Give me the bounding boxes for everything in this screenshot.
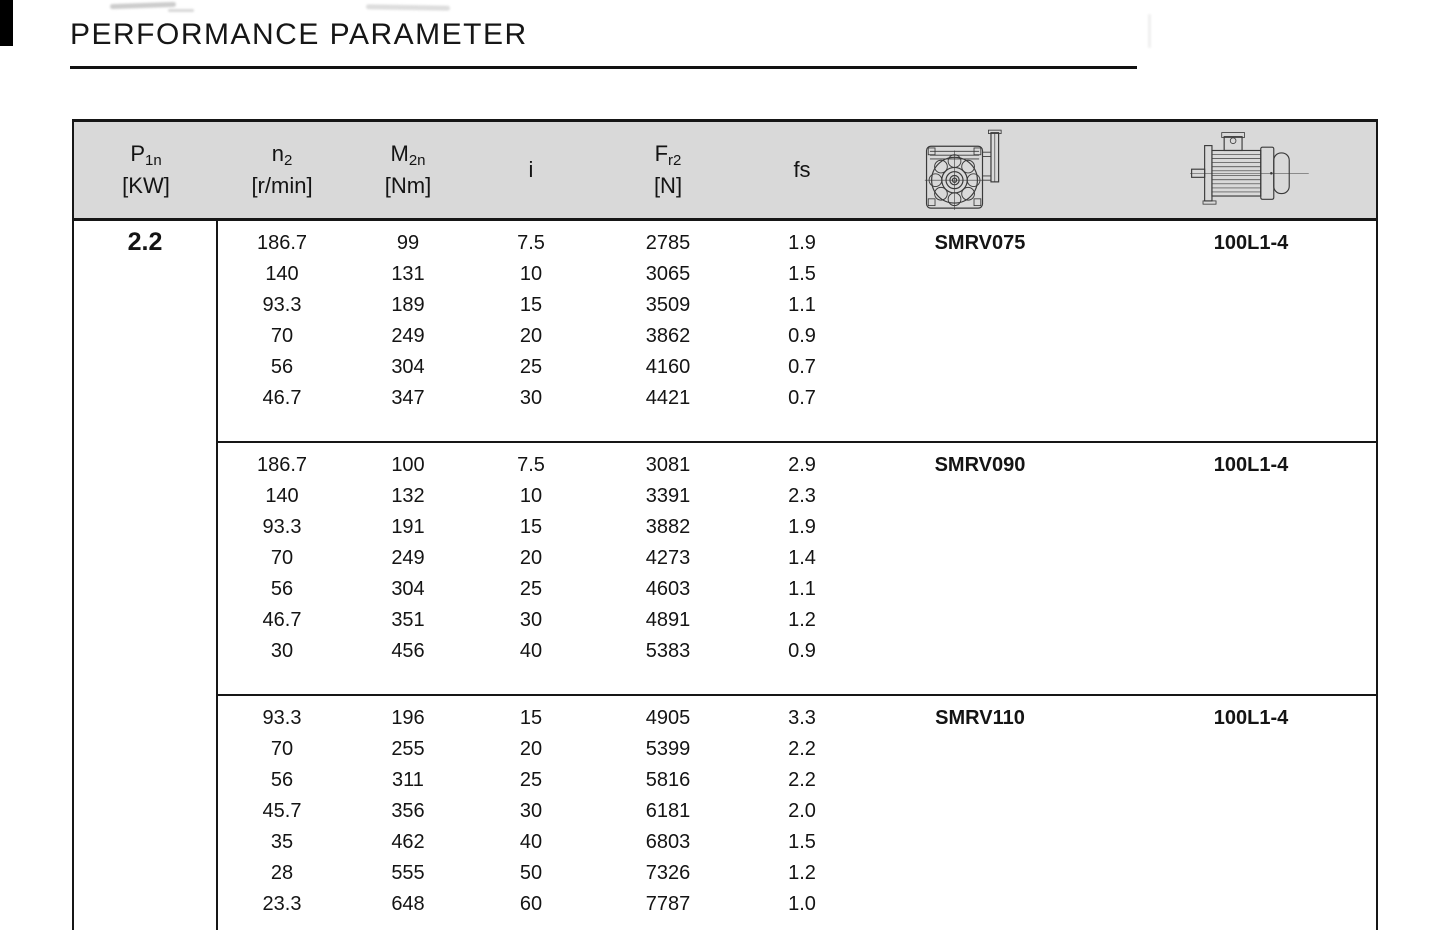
scan-corner-artifact (0, 0, 13, 46)
cell-fr2: 4891 (645, 609, 691, 631)
cell-m2n: 462 (391, 831, 425, 853)
table-body (74, 221, 1376, 930)
cell-n2: 70 (270, 738, 294, 760)
table-row (218, 796, 1376, 827)
cell-i: 10 (519, 263, 543, 285)
cell-m2n: 555 (391, 862, 425, 884)
cell-i: 15 (519, 707, 543, 729)
cell-m2n: 196 (391, 707, 425, 729)
cell-i: 20 (519, 325, 543, 347)
cell-n2: 70 (270, 547, 294, 569)
cell-i: 40 (519, 640, 543, 662)
gearbox-model-label (860, 352, 1100, 383)
table-row (218, 543, 1376, 574)
table-row (218, 574, 1376, 605)
motor-model-label (1113, 383, 1389, 414)
gearbox-model-label (860, 512, 1100, 543)
gearbox-model-label (860, 636, 1100, 667)
header-i: i (528, 157, 534, 182)
cell-fr2: 4273 (645, 547, 691, 569)
cell-m2n: 99 (396, 232, 420, 254)
gearbox-model-label (860, 605, 1100, 636)
cell-i: 10 (519, 485, 543, 507)
cell-fr2: 3065 (645, 263, 691, 285)
cell-i: 15 (519, 294, 543, 316)
cell-fs: 1.2 (788, 862, 816, 884)
cell-m2n: 311 (392, 769, 424, 791)
cell-fs: 2.9 (788, 454, 816, 476)
header-fs: fs (793, 157, 811, 182)
table-row (218, 259, 1376, 290)
table-row (218, 827, 1376, 858)
motor-model-label (1113, 734, 1389, 765)
cell-n2: 93.3 (262, 707, 302, 729)
cell-i: 25 (519, 769, 543, 791)
cell-fs: 0.7 (788, 387, 816, 409)
cell-i: 20 (519, 738, 543, 760)
table-row (218, 450, 1376, 481)
cell-n2: 30 (270, 640, 294, 662)
motor-model-label (1113, 858, 1389, 889)
cell-m2n: 304 (391, 356, 425, 378)
cell-fs: 1.2 (788, 609, 816, 631)
performance-table (72, 119, 1378, 930)
table-row (218, 765, 1376, 796)
cell-m2n: 648 (391, 893, 425, 915)
motor-model-label (1113, 543, 1389, 574)
cell-fr2: 7787 (645, 893, 691, 915)
motor-model-label (1113, 290, 1389, 321)
cell-fr2: 7326 (645, 862, 691, 884)
motor-model-label (1113, 827, 1389, 858)
cell-fr2: 6181 (645, 800, 691, 822)
cell-n2: 46.7 (262, 609, 302, 631)
cell-fr2: 4905 (645, 707, 691, 729)
motor-model-label (1113, 765, 1389, 796)
table-row (218, 636, 1376, 667)
cell-fr2: 6803 (645, 831, 691, 853)
cell-i: 25 (519, 356, 543, 378)
cell-fr2: 5399 (645, 738, 691, 760)
cell-fs: 0.9 (788, 640, 816, 662)
cell-i: 15 (519, 516, 543, 538)
cell-i: 7.5 (517, 232, 545, 254)
cell-i: 25 (519, 578, 543, 600)
cell-m2n: 249 (391, 547, 425, 569)
cell-fr2: 5383 (645, 640, 691, 662)
table-row (218, 889, 1376, 920)
cell-n2: 70 (270, 325, 294, 347)
gearbox-model-label (860, 543, 1100, 574)
motor-model-label (1113, 796, 1389, 827)
cell-fr2: 3882 (645, 516, 691, 538)
cell-n2: 56 (270, 769, 294, 791)
table-row (218, 734, 1376, 765)
cell-fr2: 4603 (645, 578, 691, 600)
cell-m2n: 351 (391, 609, 425, 631)
cell-m2n: 131 (391, 263, 425, 285)
cell-fr2: 4421 (645, 387, 691, 409)
cell-m2n: 249 (391, 325, 425, 347)
cell-i: 60 (519, 893, 543, 915)
cell-fr2: 2785 (645, 232, 691, 254)
gearbox-model-label (860, 734, 1100, 765)
cell-i: 30 (519, 800, 543, 822)
header-fr2: $F_{r2}$ [N] (653, 141, 683, 198)
cell-m2n: 132 (391, 485, 425, 507)
gearbox-model-label (860, 574, 1100, 605)
cell-n2: 140 (265, 263, 299, 285)
cell-i: 30 (519, 609, 543, 631)
cell-i: 40 (519, 831, 543, 853)
gearbox-model-label (860, 383, 1100, 414)
cell-fs: 2.3 (788, 485, 816, 507)
table-row (218, 703, 1376, 734)
title-underline (70, 66, 1137, 69)
cell-fs: 1.4 (788, 547, 816, 569)
gearbox-model-label (860, 827, 1100, 858)
cell-n2: 23.3 (262, 893, 302, 915)
cell-fs: 0.7 (788, 356, 816, 378)
cell-i: 50 (519, 862, 543, 884)
motor-model-label (1113, 259, 1389, 290)
motor-model-label: 100L1-4 (1213, 707, 1289, 729)
motor-model-label (1113, 605, 1389, 636)
cell-fr2: 4160 (645, 356, 691, 378)
cell-fs: 1.0 (788, 893, 816, 915)
cell-fs: 1.5 (788, 263, 816, 285)
cell-fr2: 3509 (645, 294, 691, 316)
table-row (218, 352, 1376, 383)
cell-fs: 1.1 (788, 294, 816, 316)
worm-gearbox-icon (843, 128, 1083, 212)
gearbox-model-label (860, 290, 1100, 321)
gearbox-model-label (860, 858, 1100, 889)
cell-fr2: 3391 (645, 485, 691, 507)
table-row (218, 481, 1376, 512)
page-title: PERFORMANCE PARAMETER (70, 18, 528, 51)
cell-n2: 186.7 (256, 232, 308, 254)
motor-model-label (1113, 889, 1389, 920)
gearbox-model-label (860, 889, 1100, 920)
cell-m2n: 255 (391, 738, 425, 760)
cell-fs: 1.9 (788, 516, 816, 538)
gearbox-model-label: SMRV090 (934, 454, 1026, 476)
table-row (218, 858, 1376, 889)
cell-n2: 140 (265, 485, 299, 507)
cell-fs: 2.0 (788, 800, 816, 822)
cell-i: 20 (519, 547, 543, 569)
cell-fs: 2.2 (788, 769, 816, 791)
cell-fs: 2.2 (788, 738, 816, 760)
table-row (218, 383, 1376, 414)
cell-n2: 186.7 (256, 454, 308, 476)
cell-i: 7.5 (517, 454, 545, 476)
ratio-block (218, 694, 1376, 947)
cell-n2: 56 (270, 356, 294, 378)
header-p1n: $P_{1n}$ [KW] (122, 141, 170, 198)
scan-smudge-artifact (1148, 14, 1151, 48)
ratio-block (218, 221, 1376, 441)
cell-n2: 56 (270, 578, 294, 600)
scan-smudge-artifact (168, 9, 194, 12)
electric-motor-icon (1113, 130, 1389, 210)
cell-i: 30 (519, 387, 543, 409)
table-row (218, 228, 1376, 259)
motor-model-label (1113, 512, 1389, 543)
cell-m2n: 347 (391, 387, 425, 409)
table-row (218, 512, 1376, 543)
cell-fr2: 5816 (645, 769, 691, 791)
ratio-block (218, 441, 1376, 694)
gearbox-model-label: SMRV110 (935, 707, 1025, 729)
gearbox-model-label (860, 796, 1100, 827)
scan-smudge-artifact (366, 4, 450, 10)
motor-model-label: 100L1-4 (1213, 232, 1289, 254)
gearbox-model-label (860, 481, 1100, 512)
table-header-row (74, 122, 1376, 221)
cell-n2: 93.3 (262, 516, 302, 538)
cell-fs: 1.1 (788, 578, 816, 600)
cell-fr2: 3081 (645, 454, 691, 476)
cell-m2n: 356 (391, 800, 425, 822)
cell-m2n: 456 (391, 640, 425, 662)
table-row (218, 321, 1376, 352)
gearbox-model-label (860, 259, 1100, 290)
cell-n2: 46.7 (262, 387, 302, 409)
cell-fs: 1.9 (788, 232, 816, 254)
cell-n2: 28 (270, 862, 294, 884)
cell-n2: 35 (270, 831, 294, 853)
cell-fs: 0.9 (788, 325, 816, 347)
cell-fs: 1.5 (788, 831, 816, 853)
cell-fr2: 3862 (645, 325, 691, 347)
cell-n2: 93.3 (262, 294, 302, 316)
motor-model-label (1113, 574, 1389, 605)
cell-m2n: 191 (391, 516, 425, 538)
table-row (218, 290, 1376, 321)
motor-model-label: 100L1-4 (1213, 454, 1289, 476)
motor-model-label (1113, 481, 1389, 512)
scan-smudge-artifact (110, 2, 176, 9)
gearbox-model-label: SMRV075 (934, 232, 1026, 254)
gearbox-model-label (860, 321, 1100, 352)
cell-p1n-value: 2.2 (74, 221, 218, 930)
motor-model-label (1113, 636, 1389, 667)
cell-m2n: 100 (391, 454, 425, 476)
table-blocks (218, 221, 1376, 930)
gearbox-model-label (860, 765, 1100, 796)
table-row (218, 605, 1376, 636)
motor-model-label (1113, 321, 1389, 352)
motor-model-label (1113, 352, 1389, 383)
cell-m2n: 189 (391, 294, 425, 316)
cell-m2n: 304 (391, 578, 425, 600)
header-m2n: $M_{2n}$ [Nm] (384, 141, 432, 198)
cell-fs: 3.3 (788, 707, 816, 729)
cell-n2: 45.7 (262, 800, 302, 822)
header-n2: $n_2$ [r/min] (251, 141, 313, 198)
